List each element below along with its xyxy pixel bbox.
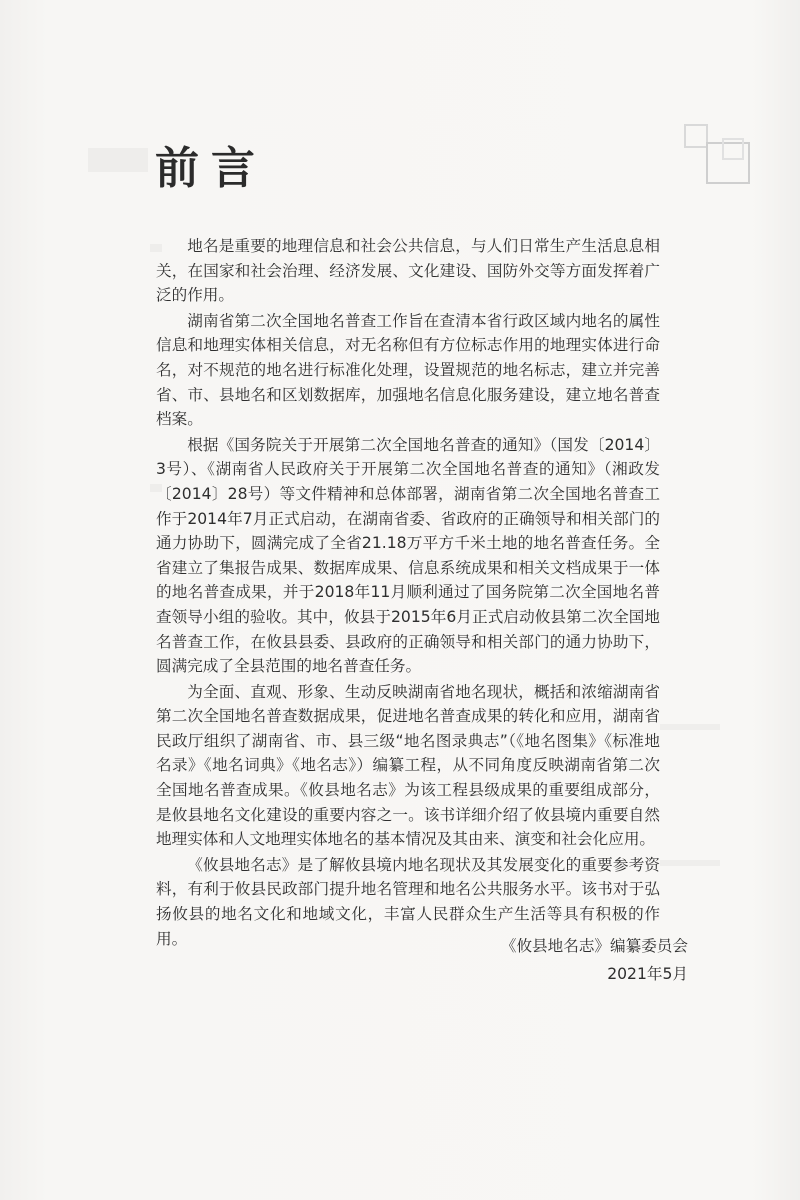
preface-body [156,234,660,952]
bleed-through-mark [660,860,720,866]
decorative-squares-icon [684,124,764,188]
paragraph: 为全面、直观、形象、生动反映湖南省地名现状，概括和浓缩湖南省第二次全国地名普查数据成果，促进地名普查成果的转化和应用，湖南省民政厅组织了湖南省、市、县三级“地名图录典志”（《地名图集》《标准地名录》《地名词典》《地名志》）编纂工程，从不同角度反映湖南省第二次全国地名普查成果。《攸县地名志》为该工程县级成果的重要组成部分，是攸县地名文化建设的重要内容之一。该书详细介绍了攸县境内重要自然地理实体和人文地理实体地名的基本情况及其由来、演变和社会化应用。 [156,682,660,849]
signature-block [501,932,688,988]
decorative-square [684,124,708,148]
bleed-through-mark [660,724,720,730]
bleed-through-mark [88,148,148,172]
paragraph: 根据《国务院关于开展第二次全国地名普查的通知》（国发〔2014〕3号）、《湖南省人民政府关于开展第二次全国地名普查的通知》（湘政发〔2014〕28号）等文件精神和总体部署，湖南省第二次全国地名普查工作于2014年7月正式启动，在湖南省委、省政府的正确领导和相关部门的通力协助下，圆满完成了全省21.18万平方千米土地的地名普查任务。全省建立了集报告成果、数据库成果、信息系统成果和相关文档成果于一体的地名普查成果，并于2018年11月顺利通过了国务院第二次全国地名普查领导小组的验收。其中，攸县于2015年6月正式启动攸县第二次全国地名普查工作，在攸县县委、县政府的正确领导和相关部门的通力协助下，圆满完成了全县范围的地名普查任务。 [156,435,660,676]
paragraph: 湖南省第二次全国地名普查工作旨在查清本省行政区域内地名的属性信息和地理实体相关信息，对无名称但有方位标志作用的地理实体进行命名，对不规范的地名进行标准化处理，设置规范的地名标志，建立并完善省、市、县地名和区划数据库，加强地名信息化服务建设，建立地名普查档案。 [156,311,660,429]
paragraph: 《攸县地名志》是了解攸县境内地名现状及其发展变化的重要参考资料，有利于攸县民政部门提升地名管理和地名公共服务水平。该书对于弘扬攸县的地名文化和地域文化，丰富人民群众生产生活等具有积极的作用。 [156,855,660,948]
committee-name: 《攸县地名志》编纂委员会 [500,937,688,955]
signature-date: 2021年5月 [607,965,688,983]
page-title: 前言 [155,143,267,194]
paragraph: 地名是重要的地理信息和社会公共信息，与人们日常生产生活息息相关，在国家和社会治理、经济发展、文化建设、国防外交等方面发挥着广泛的作用。 [156,237,660,305]
decorative-square [722,138,744,160]
